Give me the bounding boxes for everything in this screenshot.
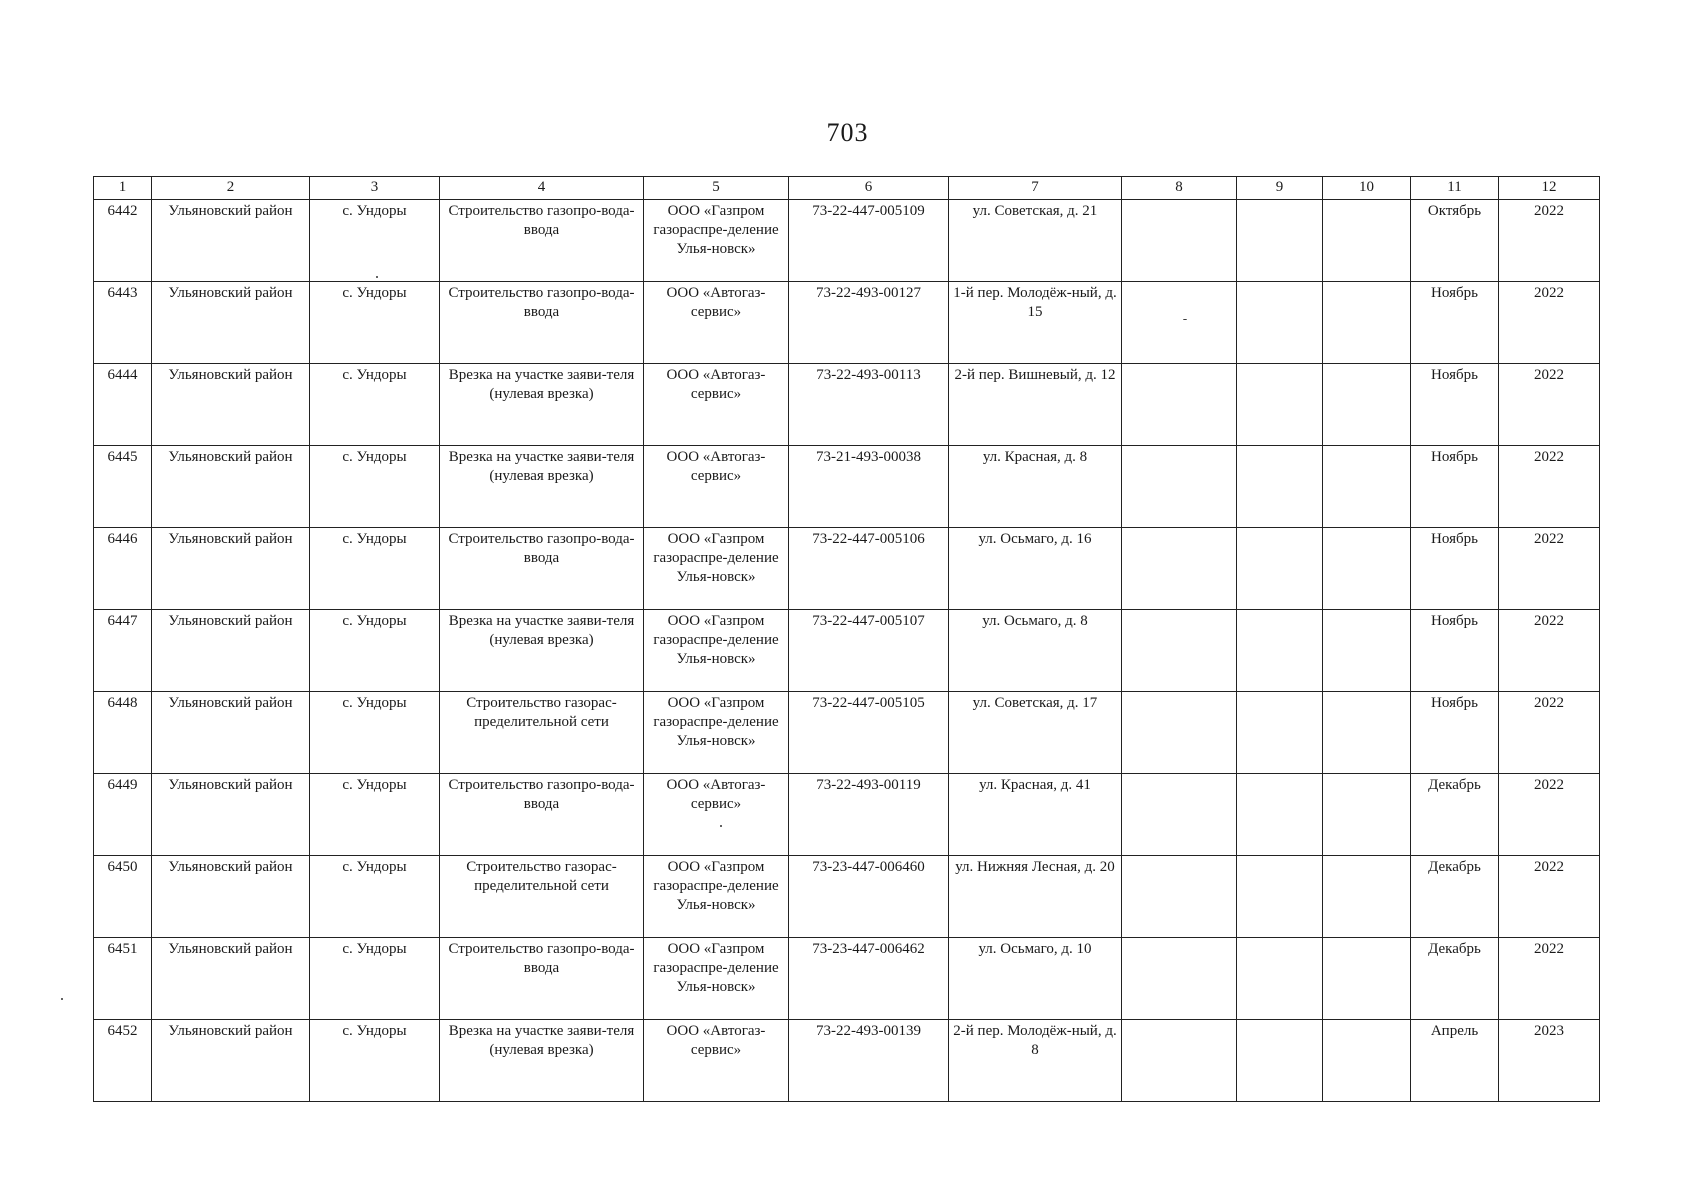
- column-header-3: 3: [310, 177, 440, 200]
- column-header-10: 10: [1323, 177, 1411, 200]
- page-number: 703: [826, 118, 869, 147]
- work-type-cell: Врезка на участке заяви-теля (нулевая врезка): [440, 1020, 644, 1102]
- year-cell: 2022: [1499, 692, 1600, 774]
- address-cell: 2-й пер. Вишневый, д. 12: [949, 364, 1122, 446]
- year-cell: 2022: [1499, 938, 1600, 1020]
- month-cell: Ноябрь: [1411, 528, 1499, 610]
- row-number-cell: 6442: [94, 200, 152, 282]
- district-cell: Ульяновский район: [152, 1020, 310, 1102]
- row-number-cell: 6444: [94, 364, 152, 446]
- object-code-cell: 73-21-493-00038: [789, 446, 949, 528]
- column-10-cell: [1323, 856, 1411, 938]
- district-cell: Ульяновский район: [152, 692, 310, 774]
- table-row: [94, 938, 1600, 1020]
- column-8-cell: [1122, 528, 1237, 610]
- organization-cell: ООО «Газпром газораспре-деление Улья-новск»: [644, 200, 789, 282]
- year-cell: 2022: [1499, 774, 1600, 856]
- year-cell: 2022: [1499, 282, 1600, 364]
- address-cell: ул. Красная, д. 41: [949, 774, 1122, 856]
- year-cell: 2022: [1499, 446, 1600, 528]
- column-10-cell: [1323, 282, 1411, 364]
- table-row: [94, 446, 1600, 528]
- column-9-cell: [1237, 692, 1323, 774]
- organization-cell: ООО «Автогаз-сервис»: [644, 282, 789, 364]
- district-cell: Ульяновский район: [152, 856, 310, 938]
- work-type-cell: Строительство газопро-вода-ввода: [440, 282, 644, 364]
- column-8-cell: [1122, 282, 1237, 364]
- address-cell: ул. Советская, д. 17: [949, 692, 1122, 774]
- district-cell: Ульяновский район: [152, 446, 310, 528]
- object-code-cell: 73-22-493-00119: [789, 774, 949, 856]
- column-header-9: 9: [1237, 177, 1323, 200]
- object-code-cell: 73-22-493-00127: [789, 282, 949, 364]
- table-body: [94, 200, 1600, 1102]
- year-cell: 2022: [1499, 856, 1600, 938]
- organization-cell: ООО «Газпром газораспре-деление Улья-новск»: [644, 692, 789, 774]
- table-row: [94, 364, 1600, 446]
- year-cell: 2022: [1499, 200, 1600, 282]
- locality-cell: с. Ундоры: [310, 856, 440, 938]
- address-cell: ул. Красная, д. 8: [949, 446, 1122, 528]
- month-cell: Декабрь: [1411, 856, 1499, 938]
- column-10-cell: [1323, 200, 1411, 282]
- locality-cell: с. Ундоры: [310, 200, 440, 282]
- scan-speck: [61, 998, 63, 1000]
- district-cell: Ульяновский район: [152, 282, 310, 364]
- column-8-cell: [1122, 364, 1237, 446]
- address-cell: ул. Осьмаго, д. 8: [949, 610, 1122, 692]
- object-code-cell: 73-23-447-006462: [789, 938, 949, 1020]
- column-9-cell: [1237, 446, 1323, 528]
- month-cell: Ноябрь: [1411, 610, 1499, 692]
- organization-cell: ООО «Автогаз-сервис»: [644, 364, 789, 446]
- month-cell: Ноябрь: [1411, 692, 1499, 774]
- address-cell: ул. Осьмаго, д. 10: [949, 938, 1122, 1020]
- row-number-cell: 6451: [94, 938, 152, 1020]
- locality-cell: с. Ундоры: [310, 610, 440, 692]
- column-10-cell: [1323, 692, 1411, 774]
- row-number-cell: 6447: [94, 610, 152, 692]
- column-10-cell: [1323, 610, 1411, 692]
- locality-cell: с. Ундоры: [310, 282, 440, 364]
- table-row: [94, 692, 1600, 774]
- column-9-cell: [1237, 528, 1323, 610]
- register-table: [93, 176, 1600, 1102]
- object-code-cell: 73-22-447-005106: [789, 528, 949, 610]
- locality-cell: с. Ундоры: [310, 774, 440, 856]
- organization-cell: ООО «Автогаз-сервис»: [644, 1020, 789, 1102]
- organization-cell: ООО «Газпром газораспре-деление Улья-новск»: [644, 528, 789, 610]
- organization-cell: ООО «Газпром газораспре-деление Улья-новск»: [644, 856, 789, 938]
- column-9-cell: [1237, 200, 1323, 282]
- locality-cell: с. Ундоры: [310, 446, 440, 528]
- column-10-cell: [1323, 446, 1411, 528]
- scan-speck: [376, 276, 378, 278]
- month-cell: Ноябрь: [1411, 282, 1499, 364]
- column-8-cell: [1122, 774, 1237, 856]
- scan-speck: [720, 825, 722, 827]
- table-row: [94, 610, 1600, 692]
- address-cell: 1-й пер. Молодёж-ный, д. 15: [949, 282, 1122, 364]
- year-cell: 2023: [1499, 1020, 1600, 1102]
- locality-cell: с. Ундоры: [310, 692, 440, 774]
- column-header-12: 12: [1499, 177, 1600, 200]
- organization-cell: ООО «Автогаз-сервис»: [644, 446, 789, 528]
- row-number-cell: 6448: [94, 692, 152, 774]
- column-header-2: 2: [152, 177, 310, 200]
- table-row: [94, 856, 1600, 938]
- column-9-cell: [1237, 938, 1323, 1020]
- column-8-cell: [1122, 1020, 1237, 1102]
- address-cell: ул. Нижняя Лесная, д. 20: [949, 856, 1122, 938]
- object-code-cell: 73-22-447-005105: [789, 692, 949, 774]
- column-10-cell: [1323, 938, 1411, 1020]
- table-row: [94, 528, 1600, 610]
- district-cell: Ульяновский район: [152, 364, 310, 446]
- column-10-cell: [1323, 364, 1411, 446]
- column-10-cell: [1323, 774, 1411, 856]
- column-9-cell: [1237, 282, 1323, 364]
- table-row: [94, 200, 1600, 282]
- object-code-cell: 73-22-493-00139: [789, 1020, 949, 1102]
- table-row: [94, 774, 1600, 856]
- work-type-cell: Врезка на участке заяви-теля (нулевая врезка): [440, 446, 644, 528]
- column-8-cell: [1122, 200, 1237, 282]
- column-8-cell: [1122, 856, 1237, 938]
- column-9-cell: [1237, 1020, 1323, 1102]
- column-9-cell: [1237, 610, 1323, 692]
- column-9-cell: [1237, 856, 1323, 938]
- month-cell: Декабрь: [1411, 774, 1499, 856]
- work-type-cell: Врезка на участке заяви-теля (нулевая врезка): [440, 364, 644, 446]
- column-10-cell: [1323, 1020, 1411, 1102]
- work-type-cell: Строительство газорас-пределительной сети: [440, 856, 644, 938]
- district-cell: Ульяновский район: [152, 938, 310, 1020]
- work-type-cell: Строительство газопро-вода-ввода: [440, 938, 644, 1020]
- object-code-cell: 73-23-447-006460: [789, 856, 949, 938]
- object-code-cell: 73-22-493-00113: [789, 364, 949, 446]
- row-number-cell: 6450: [94, 856, 152, 938]
- column-9-cell: [1237, 364, 1323, 446]
- month-cell: Октябрь: [1411, 200, 1499, 282]
- organization-cell: ООО «Автогаз-сервис»: [644, 774, 789, 856]
- column-8-cell: [1122, 938, 1237, 1020]
- year-cell: 2022: [1499, 364, 1600, 446]
- year-cell: 2022: [1499, 610, 1600, 692]
- organization-cell: ООО «Газпром газораспре-деление Улья-новск»: [644, 610, 789, 692]
- locality-cell: с. Ундоры: [310, 1020, 440, 1102]
- column-number-row: [94, 177, 1600, 200]
- column-10-cell: [1323, 528, 1411, 610]
- district-cell: Ульяновский район: [152, 200, 310, 282]
- district-cell: Ульяновский район: [152, 610, 310, 692]
- row-number-cell: 6443: [94, 282, 152, 364]
- column-header-1: 1: [94, 177, 152, 200]
- scan-speck: [1183, 319, 1187, 320]
- column-header-8: 8: [1122, 177, 1237, 200]
- object-code-cell: 73-22-447-005107: [789, 610, 949, 692]
- column-header-5: 5: [644, 177, 789, 200]
- work-type-cell: Строительство газопро-вода-ввода: [440, 528, 644, 610]
- column-header-7: 7: [949, 177, 1122, 200]
- row-number-cell: 6446: [94, 528, 152, 610]
- column-header-4: 4: [440, 177, 644, 200]
- work-type-cell: Строительство газопро-вода-ввода: [440, 200, 644, 282]
- district-cell: Ульяновский район: [152, 528, 310, 610]
- locality-cell: с. Ундоры: [310, 364, 440, 446]
- locality-cell: с. Ундоры: [310, 528, 440, 610]
- year-cell: 2022: [1499, 528, 1600, 610]
- table-row: [94, 282, 1600, 364]
- object-code-cell: 73-22-447-005109: [789, 200, 949, 282]
- column-header-6: 6: [789, 177, 949, 200]
- address-cell: ул. Осьмаго, д. 16: [949, 528, 1122, 610]
- work-type-cell: Строительство газопро-вода-ввода: [440, 774, 644, 856]
- column-8-cell: [1122, 610, 1237, 692]
- table-row: [94, 1020, 1600, 1102]
- organization-cell: ООО «Газпром газораспре-деление Улья-новск»: [644, 938, 789, 1020]
- column-8-cell: [1122, 692, 1237, 774]
- row-number-cell: 6449: [94, 774, 152, 856]
- row-number-cell: 6452: [94, 1020, 152, 1102]
- address-cell: ул. Советская, д. 21: [949, 200, 1122, 282]
- locality-cell: с. Ундоры: [310, 938, 440, 1020]
- address-cell: 2-й пер. Молодёж-ный, д. 8: [949, 1020, 1122, 1102]
- column-header-11: 11: [1411, 177, 1499, 200]
- work-type-cell: Врезка на участке заяви-теля (нулевая врезка): [440, 610, 644, 692]
- column-8-cell: [1122, 446, 1237, 528]
- row-number-cell: 6445: [94, 446, 152, 528]
- month-cell: Апрель: [1411, 1020, 1499, 1102]
- column-9-cell: [1237, 774, 1323, 856]
- work-type-cell: Строительство газорас-пределительной сети: [440, 692, 644, 774]
- month-cell: Декабрь: [1411, 938, 1499, 1020]
- month-cell: Ноябрь: [1411, 364, 1499, 446]
- month-cell: Ноябрь: [1411, 446, 1499, 528]
- district-cell: Ульяновский район: [152, 774, 310, 856]
